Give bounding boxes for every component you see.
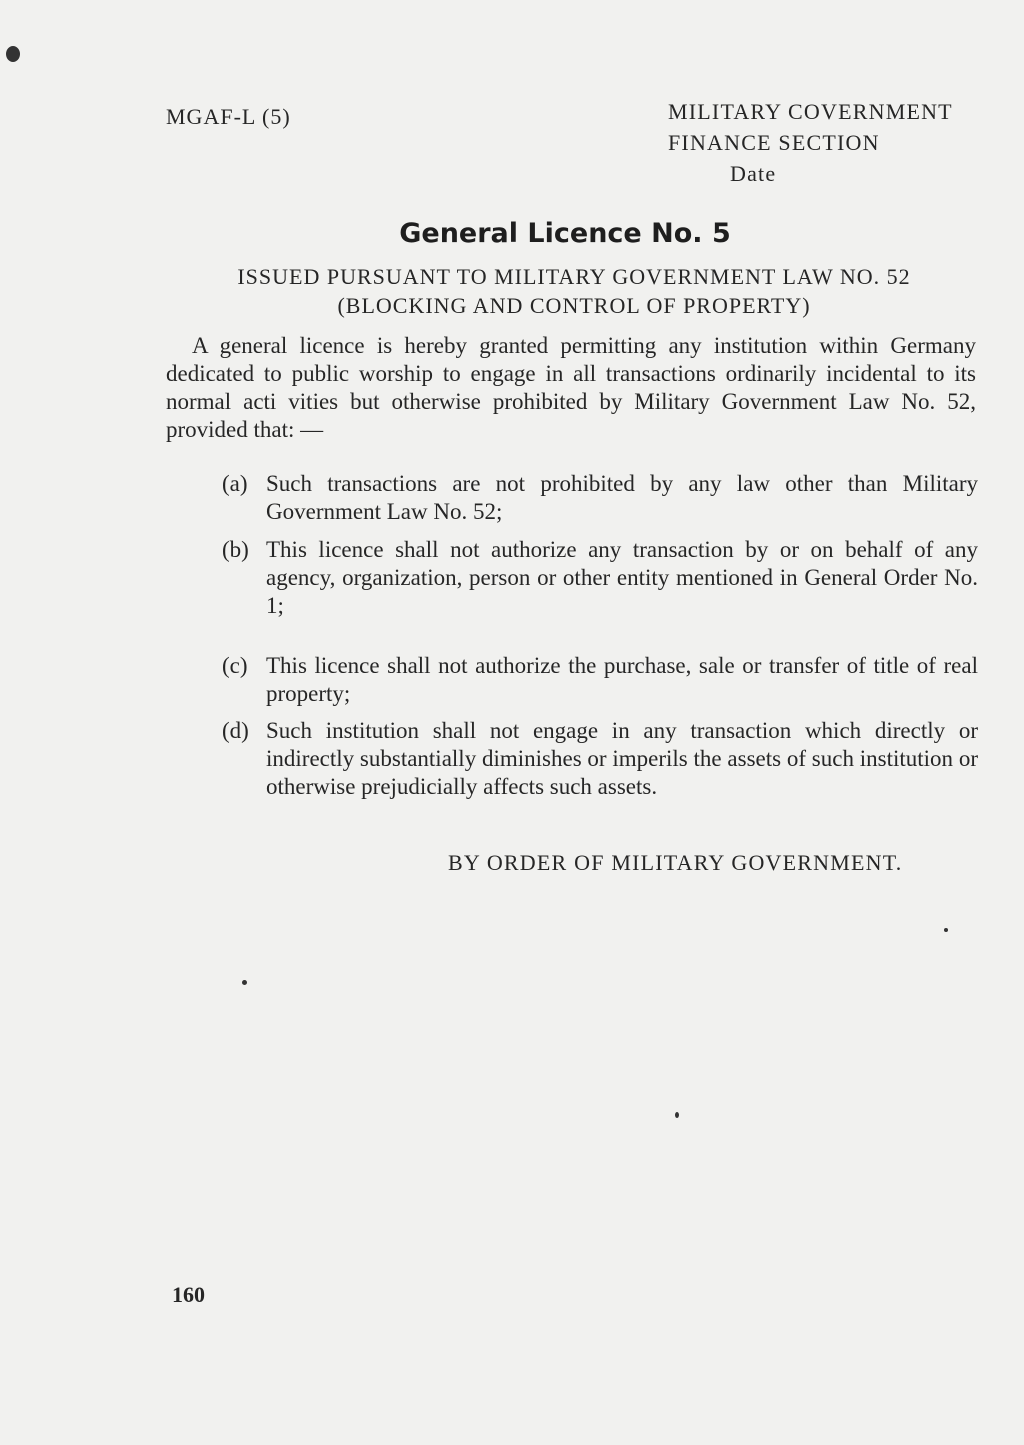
date-label: Date [730,161,777,186]
condition-label: (d) [222,718,249,743]
condition-text: Such institution shall not engage in any transaction which directly or indirectly substantially diminishes or imperils the assets of such institution or otherwise prejudicially affects such assets. [266,718,978,799]
subtitle-line-1: ISSUED PURSUANT TO MILITARY GOVERNMENT LAW NO. 52 [237,264,911,289]
condition-c [222,652,978,708]
page-number: 160 [172,1282,205,1307]
subtitle-line-2: (BLOCKING AND CONTROL OF PROPERTY) [337,293,811,318]
preamble-paragraph [166,332,976,444]
condition-text: This licence shall not authorize the purchase, sale or transfer of title of real property; [266,653,978,706]
ink-speck [944,928,948,932]
condition-d [222,717,978,801]
signature-line: BY ORDER OF MILITARY GOVERNMENT. [448,850,903,875]
office-line-2: FINANCE SECTION [668,130,880,155]
document-subtitle [170,262,978,320]
condition-a [222,470,978,526]
condition-label: (a) [222,471,248,496]
condition-b [222,536,978,620]
condition-label: (b) [222,537,249,562]
ink-speck [6,46,20,62]
condition-label: (c) [222,653,248,678]
condition-text: Such transactions are not prohibited by any law other than Military Government Law No. 52; [266,471,978,524]
office-line-1: MILITARY COVERNMENT [668,99,953,124]
condition-text: This licence shall not authorize any transaction by or on behalf of any agency, organization, person or other entity mentioned in General Order No. 1; [266,537,978,618]
ink-speck [242,980,247,985]
document-reference: MGAF-L (5) [166,104,291,129]
ink-speck [675,1112,679,1118]
issuing-office [668,96,953,189]
preamble-text: A general licence is hereby granted permitting any institution within Germany dedicated to public worship to engage in all transactions ordinarily incidental to its normal acti vities but otherwise prohibited by Military Government Law No. 52, provided that: — [166,333,976,442]
document-title: General Licence No. 5 [399,218,731,249]
